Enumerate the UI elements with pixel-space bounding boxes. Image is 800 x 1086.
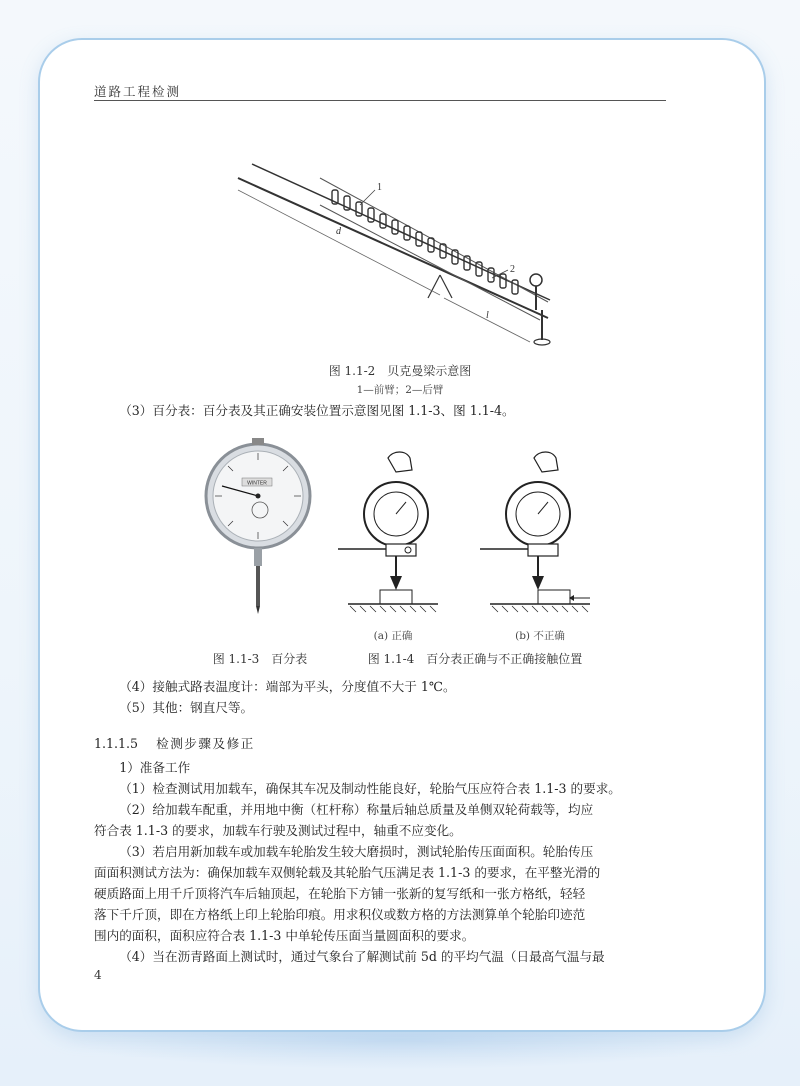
step-3	[94, 841, 666, 946]
figure-1-1-4a-caption: (a) 正确	[373, 630, 413, 642]
dial-brand: WINTER	[247, 480, 267, 487]
running-header: 道路工程检测	[94, 84, 182, 99]
section-heading	[94, 733, 255, 752]
section-title: 检测步骤及修正	[156, 736, 255, 751]
step-4: （4）当在沥青路面上测试时，通过气象台了解测试前 5d 的平均气温（日最高气温与最	[119, 949, 605, 964]
step-2-line: 符合表 1.1-3 的要求，加载车行驶及测试过程中，轴重不应变化。	[94, 823, 462, 838]
page-number: 4	[94, 968, 102, 982]
step-3-line: 硬质路面上用千斤顶将汽车后轴顶起，在轮胎下方铺一张新的复写纸和一张方格纸，轻轻	[94, 886, 586, 901]
callout-l: l	[486, 310, 489, 321]
step-heading: 1）准备工作	[119, 760, 191, 775]
step-3-line: （3）若启用新加载车或加载车轮胎发生较大磨损时，测试轮胎传压面面积。轮胎传压	[119, 844, 594, 859]
figure-1-1-4-caption: 图 1.1-4 百分表正确与不正确接触位置	[367, 652, 583, 666]
callout-d: d	[336, 226, 341, 237]
step-3-line: 面面积测试方法为：确保加载车双侧轮载及其轮胎气压满足表 1.1-3 的要求，在平整光滑的	[94, 865, 601, 880]
step-3-line: 落下千斤顶，即在方格纸上印上轮胎印痕。用求积仪或数方格的方法测算单个轮胎印迹范	[94, 907, 586, 922]
step-2-line: （2）给加载车配重，并用地中衡（杠杆称）称量后轴总质量及单侧双轮荷载等，均应	[119, 802, 594, 817]
callout-1: 1	[377, 182, 382, 193]
dial-gauge-figure	[200, 438, 320, 618]
paragraph-other-tools: （5）其他：钢直尺等。	[119, 700, 254, 715]
figure-1-1-4b-caption: (b) 不正确	[515, 630, 565, 642]
incorrect-position-figure	[480, 448, 600, 623]
step-3-line: 围内的面积，面积应符合表 1.1-3 中单轮传压面当量圆面积的要求。	[94, 928, 475, 943]
figure-1-1-2-legend: 1—前臂；2—后臂	[356, 384, 444, 396]
figure-1-1-2-caption: 图 1.1-2 贝克曼梁示意图	[328, 364, 472, 378]
callout-2: 2	[510, 264, 515, 275]
paragraph-thermometer: （4）接触式路表温度计：端部为平头，分度值不大于 1℃。	[119, 679, 456, 694]
paragraph-dial-gauge: （3）百分表：百分表及其正确安装位置示意图见图 1.1-3、图 1.1-4。	[119, 403, 515, 418]
step-1: （1）检查测试用加载车，确保其车况及制动性能良好，轮胎气压应符合表 1.1-3 的要求。	[119, 781, 621, 796]
step-2	[94, 799, 666, 841]
section-number: 1.1.1.5	[94, 736, 139, 751]
header-rule	[94, 100, 666, 101]
beckman-beam-figure	[230, 150, 570, 355]
correct-position-figure	[338, 448, 448, 623]
figure-1-1-3-caption: 图 1.1-3 百分表	[212, 652, 308, 666]
